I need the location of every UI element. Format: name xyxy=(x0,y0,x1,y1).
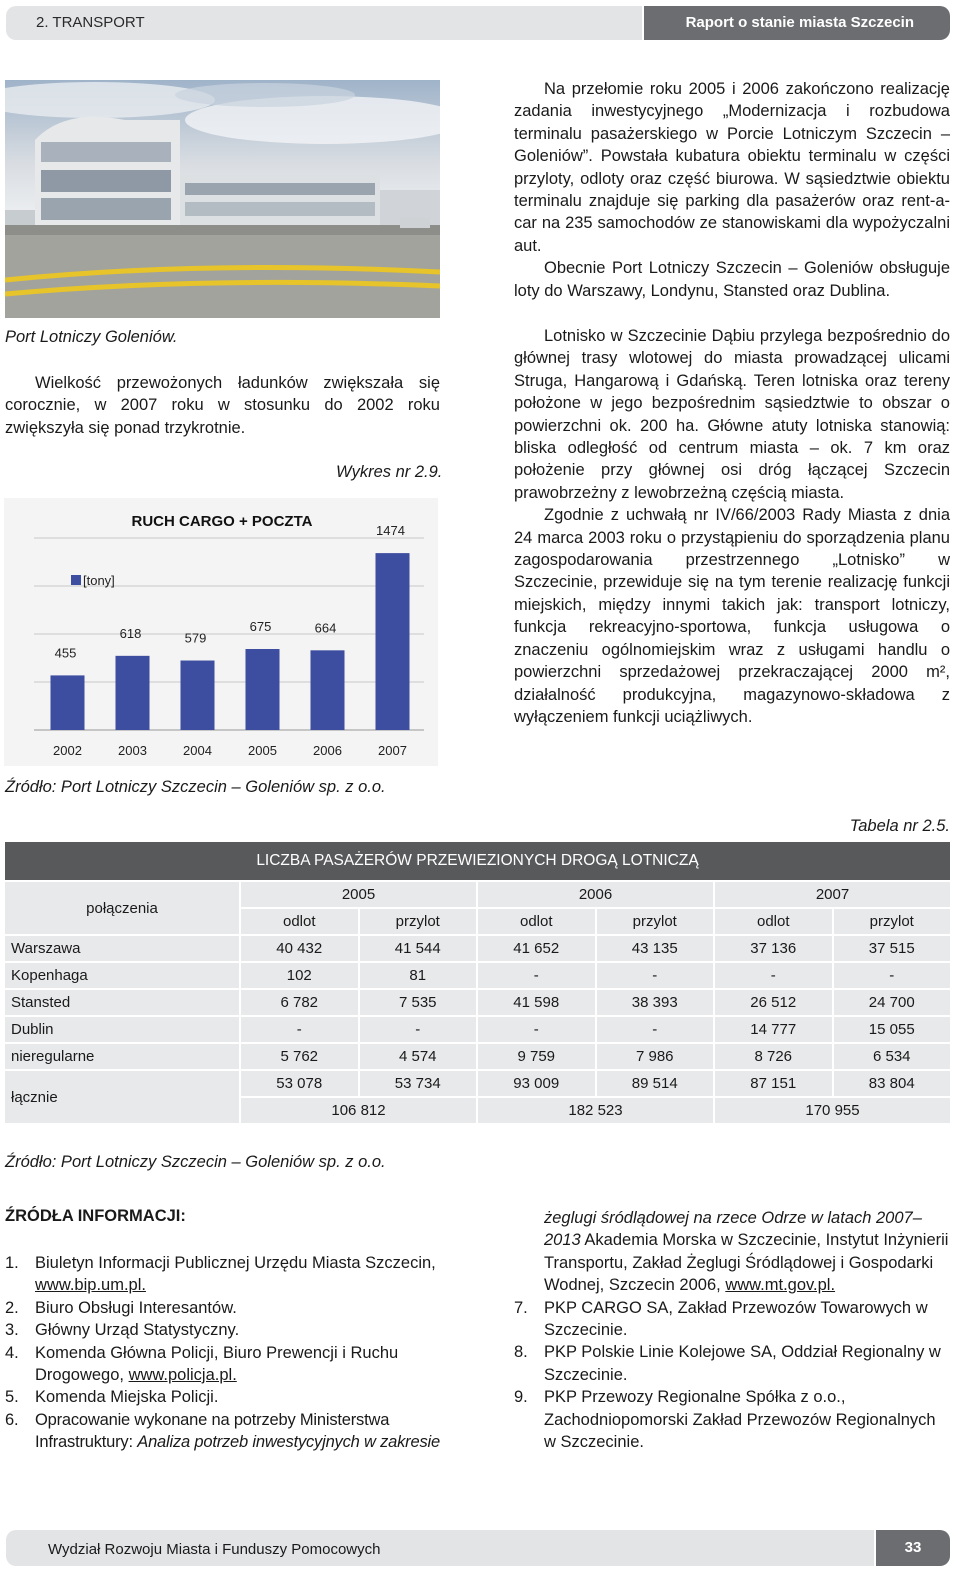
right-column-top xyxy=(514,78,950,302)
source-item: 5. Komenda Miejska Policji. xyxy=(5,1388,219,1407)
source-item: 2. Biuro Obsługi Interesantów. xyxy=(5,1298,237,1317)
footer-page-bar xyxy=(876,1530,950,1566)
table-cell: 8 726 xyxy=(715,1044,832,1069)
sub-header: przylot xyxy=(360,909,477,934)
legend-swatch xyxy=(71,575,81,585)
table-cell: 53 078 xyxy=(241,1071,358,1096)
tick-label: 2002 xyxy=(53,743,82,758)
table-cell: 81 xyxy=(360,963,477,988)
chart-label: Wykres nr 2.9. xyxy=(336,463,443,481)
paragraph-location: Lotnisko w Szczecinie Dąbiu przylega bezpośrednio do głównej trasy wlotowej do miasta prowadzącej ulicami Struga, Hangarową i Gdańską. Teren lotniska oraz tereny położone w jego bezpośrednim sąsiedztwie to obszar o powierzchni ok. 200 ha. Główne atuty lotniska stanowią: bliska odległość od centrum miasta – ok. 7 km oraz położenie przy głównej osi dróg łączącej Szczecin prawobrzeżny z lewobrzeżną częścią miasta. xyxy=(514,327,950,502)
paragraph-modernization: Na przełomie roku 2005 i 2006 zakończono realizację zadania inwestycyjnego „Modernizacja i rozbudowa terminalu pasażerskiego w Porcie Lotniczym Szczecin – Goleniów”. Powstała kubatura obiektu terminalu w części przyloty, odloty oraz część biurowa. W sąsiedztwie obiektu terminalu znajduje się parking dla pasażerów oraz rent-a-car na 235 samochodów ze stanowiskami dla wypożyczalni aut. xyxy=(514,80,950,255)
year-sum: 182 523 xyxy=(478,1098,713,1123)
table-cell: 6 782 xyxy=(241,990,358,1015)
airport-photo xyxy=(5,80,440,318)
table-cell: 93 009 xyxy=(478,1071,595,1096)
table-cell: 41 544 xyxy=(360,936,477,961)
table-cell: - xyxy=(478,1017,595,1042)
table-cell: 15 055 xyxy=(834,1017,951,1042)
table-row xyxy=(5,963,950,988)
tick-label: 2007 xyxy=(378,743,407,758)
tick-label: 2003 xyxy=(118,743,147,758)
year-header: 2006 xyxy=(478,882,713,907)
table-cell: 87 151 xyxy=(715,1071,832,1096)
year-header: 2007 xyxy=(715,882,950,907)
year-header: 2005 xyxy=(241,882,476,907)
sub-header: odlot xyxy=(715,909,832,934)
source-item: 9. PKP Przewozy Regionalne Spółka z o.o., Zachodniopomorski Zakład Przewozów Regionalnych w Szczecinie. xyxy=(514,1388,936,1452)
source-item: 8. PKP Polskie Linie Kolejowe SA, Oddział Regionalny w Szczecinie. xyxy=(514,1343,941,1384)
table-source: Źródło: Port Lotniczy Szczecin – Goleniów sp. z o.o. xyxy=(5,1153,386,1171)
table-cell: 37 515 xyxy=(834,936,951,961)
source-item: 4. Komenda Główna Policji, Biuro Prewencji i Ruchu Drogowego, www.policja.pl. xyxy=(5,1343,399,1385)
table-row xyxy=(5,1044,950,1069)
section-title: 2. TRANSPORT xyxy=(36,14,145,31)
row-label: Stansted xyxy=(5,990,239,1015)
table-cell: 40 432 xyxy=(241,936,358,961)
table-title-row xyxy=(5,842,950,880)
year-sum: 106 812 xyxy=(241,1098,476,1123)
table-cell: 26 512 xyxy=(715,990,832,1015)
table-cell: 41 652 xyxy=(478,936,595,961)
table-cell: - xyxy=(597,1017,714,1042)
table-cell: 37 136 xyxy=(715,936,832,961)
sources-list-right xyxy=(514,1207,950,1453)
tick-label: 2005 xyxy=(248,743,277,758)
left-paragraph: Wielkość przewożonych ładunków zwiększała się corocznie, w 2007 roku w stosunku do 2002 roku zwiększyła się ponad trzykrotnie. xyxy=(5,374,440,437)
sub-header: odlot xyxy=(241,909,358,934)
sub-header: przylot xyxy=(834,909,951,934)
report-title: Raport o stanie miasta Szczecin xyxy=(685,14,914,31)
table-cell: 24 700 xyxy=(834,990,951,1015)
table-cell: 4 574 xyxy=(360,1044,477,1069)
cargo-chart-svg xyxy=(4,498,438,766)
bar xyxy=(181,661,215,730)
source-link[interactable]: www.bip.um.pl. xyxy=(35,1276,146,1295)
table-cell: - xyxy=(715,963,832,988)
table-cell: 9 759 xyxy=(478,1044,595,1069)
table-cell: 6 534 xyxy=(834,1044,951,1069)
sources-list-left xyxy=(5,1252,441,1454)
header-report-bar xyxy=(644,6,950,40)
row-label: Dublin xyxy=(5,1017,239,1042)
source-item-continuation: żeglugi śródlądowej na rzece Odrze w latach 2007–2013 Akademia Morska w Szczecinie, Instytut Inżynierii Transportu, Zakład Żeglugi Śródlądowej i Gospodarki Wodnej, Szczecin 2006, www.mt.gov.pl. xyxy=(544,1209,949,1295)
bar xyxy=(311,650,345,730)
column-header-connections: połączenia xyxy=(5,882,239,934)
sub-header: przylot xyxy=(597,909,714,934)
total-label: łącznie xyxy=(5,1071,239,1123)
table-cell: 89 514 xyxy=(597,1071,714,1096)
table-cell: 102 xyxy=(241,963,358,988)
footer-department: Wydział Rozwoju Miasta i Funduszy Pomocowych xyxy=(48,1541,381,1558)
row-label: Kopenhaga xyxy=(5,963,239,988)
table-cell: 83 804 xyxy=(834,1071,951,1096)
tick-label: 2006 xyxy=(313,743,342,758)
table-cell: - xyxy=(834,963,951,988)
data-label: 1474 xyxy=(376,523,405,539)
year-sum: 170 955 xyxy=(715,1098,950,1123)
table-cell: - xyxy=(478,963,595,988)
photo-caption: Port Lotniczy Goleniów. xyxy=(5,328,178,346)
data-label: 675 xyxy=(249,619,272,634)
table-cell: 7 986 xyxy=(597,1044,714,1069)
bar xyxy=(246,649,280,730)
header-section-bar xyxy=(6,6,642,40)
table-row xyxy=(5,936,950,961)
tick-label: 2004 xyxy=(183,743,212,758)
chart-source: Źródło: Port Lotniczy Szczecin – Goleniów sp. z o.o. xyxy=(5,778,386,796)
table-row xyxy=(5,990,950,1015)
table-cell: 43 135 xyxy=(597,936,714,961)
table-cell: - xyxy=(241,1017,358,1042)
chart-title: RUCH CARGO + POCZTA xyxy=(131,513,313,530)
bar xyxy=(51,675,85,730)
cargo-chart xyxy=(4,498,438,766)
paragraph-destinations: Obecnie Port Lotniczy Szczecin – Goleniów obsługuje loty do Warszawy, Londynu, Stansted oraz Dublina. xyxy=(514,259,950,300)
table-cell: 41 598 xyxy=(478,990,595,1015)
source-link[interactable]: www.policja.pl. xyxy=(128,1366,237,1385)
legend-label: [tony] xyxy=(83,573,115,588)
bar xyxy=(376,553,410,730)
table-cell: 53 734 xyxy=(360,1071,477,1096)
sub-header: odlot xyxy=(478,909,595,934)
data-label: 664 xyxy=(314,620,337,636)
table-cell: - xyxy=(597,963,714,988)
table-label: Tabela nr 2.5. xyxy=(849,817,950,835)
footer-department-bar xyxy=(6,1530,874,1566)
source-item: 6. Opracowanie wykonane na potrzeby Ministerstwa Infrastruktury: Analiza potrzeb inwestycyjnych w zakresie xyxy=(5,1410,440,1452)
table-year-row xyxy=(5,882,950,907)
right-column-bottom xyxy=(514,325,950,728)
page-number: 33 xyxy=(904,1539,922,1556)
table-title: LICZBA PASAŻERÓW PRZEWIEZIONYCH DROGĄ LOTNICZĄ xyxy=(5,842,950,880)
source-item: 1. Biuletyn Informacji Publicznej Urzędu Miasta Szczecin, www.bip.um.pl. xyxy=(5,1254,436,1295)
sources-heading: ŹRÓDŁA INFORMACJI: xyxy=(5,1207,186,1225)
table-cell: 5 762 xyxy=(241,1044,358,1069)
data-label: 579 xyxy=(184,630,207,646)
table-cell: 38 393 xyxy=(597,990,714,1015)
bar xyxy=(116,656,150,730)
table-total-row xyxy=(5,1071,950,1096)
paragraph-plan: Zgodnie z uchwałą nr IV/66/2003 Rady Miasta z dnia 24 marca 2003 roku o przystąpieniu do sporządzenia planu zagospodarowania przestrzennego „Lotnisko” w Szczecinie, przewiduje się na tym terenie realizację funkcji miejskich, między innymi takich jak: transport lotniczy, funkcja rekreacyjno-sportowa, funkcja usługowa o znaczeniu ogólnomiejskim wraz z usługami handlu o powierzchni sprzedażowej przekraczającej 2000 m², działalność produkcyjna, magazynowo-składowa z wyłączeniem funkcji uciążliwych. xyxy=(514,506,950,726)
table-cell: 14 777 xyxy=(715,1017,832,1042)
row-label: Warszawa xyxy=(5,936,239,961)
row-label: nieregularne xyxy=(5,1044,239,1069)
data-label: 455 xyxy=(54,645,77,661)
data-label: 618 xyxy=(119,625,142,641)
source-item: 3. Główny Urząd Statystyczny. xyxy=(5,1321,240,1340)
source-item: 7. PKP CARGO SA, Zakład Przewozów Towarowych w Szczecinie. xyxy=(514,1298,928,1340)
passengers-table xyxy=(3,840,952,1125)
table-cell: 7 535 xyxy=(360,990,477,1015)
table-row xyxy=(5,1017,950,1042)
source-link[interactable]: www.mt.gov.pl. xyxy=(725,1276,836,1295)
table-cell: - xyxy=(360,1017,477,1042)
